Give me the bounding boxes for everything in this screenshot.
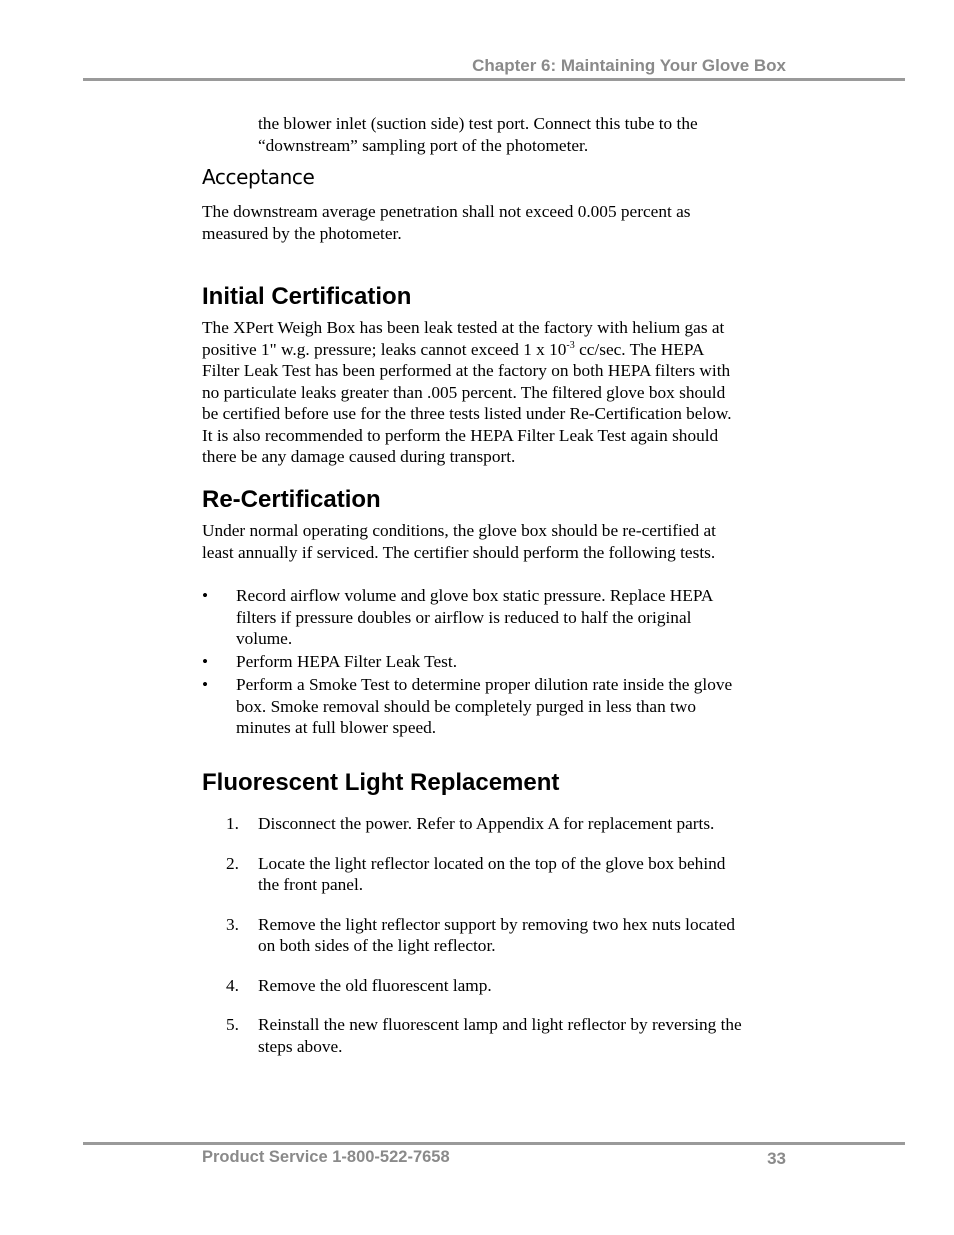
text-line: Reinstall the new fluorescent lamp and light reflector by reversing the [258, 1015, 742, 1034]
text-line: on both sides of the light reflector. [258, 936, 496, 955]
continuation-paragraph [258, 113, 798, 156]
text-line: there be any damage caused during transport. [202, 447, 516, 466]
text-line: Perform HEPA Filter Leak Test. [236, 652, 458, 671]
step-number: 1. [226, 814, 239, 833]
bullet-icon: • [202, 586, 209, 605]
re-certification-heading: Re-Certification [202, 486, 381, 513]
footer-rule [83, 1142, 905, 1145]
list-item [202, 651, 792, 673]
text-line: least annually if serviced. The certifier should perform the following tests. [202, 542, 716, 562]
text-line: measured by the photometer. [202, 223, 402, 243]
bullet-icon: • [202, 675, 209, 694]
list-item [202, 674, 792, 739]
text-line: Under normal operating conditions, the glove box should be re-certified at [202, 521, 716, 540]
text-line: minutes at full blower speed. [236, 718, 437, 737]
text-line: filters if pressure doubles or airflow is reduced to half the original [236, 607, 692, 627]
list-item [226, 1014, 796, 1057]
step-number: 4. [226, 975, 239, 995]
text-line: The downstream average penetration shall not exceed 0.005 percent as [202, 202, 691, 221]
text-line: positive 1" w.g. pressure; leaks cannot exceed 1 x $10^{-3}$ cc/sec. The HEPA [202, 339, 705, 359]
step-number: 3. [226, 914, 239, 934]
bullet-icon: • [202, 652, 209, 671]
text-line: be certified before use for the three tests listed under Re-Certification below. [202, 404, 732, 423]
text-line: Disconnect the power. Refer to Appendix A for replacement parts. [258, 814, 715, 833]
re-certification-paragraph [202, 520, 792, 563]
step-number: 2. [226, 853, 239, 873]
text-line: the front panel. [258, 875, 364, 894]
acceptance-paragraph [202, 201, 792, 244]
text-line: The XPert Weigh Box has been leak tested at the factory with helium gas at [202, 318, 725, 337]
text-line: It is also recommended to perform the HEPA Filter Leak Test again should [202, 425, 719, 445]
text-line: Remove the light reflector support by removing two hex nuts located [258, 914, 736, 934]
text-line: steps above. [258, 1036, 343, 1056]
step-number: 5. [226, 1015, 239, 1034]
footer-service-phone: Product Service 1-800-522-7658 [202, 1148, 450, 1166]
text-line: Record airflow volume and glove box static pressure. Replace HEPA [236, 586, 714, 605]
text-line: the blower inlet (suction side) test port. Connect this tube to the [258, 114, 698, 133]
text-line: Perform a Smoke Test to determine proper dilution rate inside the glove [236, 675, 733, 694]
superscript: -3 [566, 339, 575, 351]
replacement-steps-list [226, 813, 796, 1057]
page-number: 33 [767, 1149, 786, 1168]
acceptance-heading: Acceptance [202, 165, 315, 189]
text-line: no particulate leaks greater than .005 percent. The filtered glove box should [202, 382, 726, 402]
text-line: “downstream” sampling port of the photometer. [258, 135, 589, 155]
initial-certification-paragraph [202, 317, 792, 468]
list-item [226, 853, 796, 896]
chapter-header: Chapter 6: Maintaining Your Glove Box [472, 56, 786, 75]
header-rule [83, 78, 905, 81]
initial-certification-heading: Initial Certification [202, 283, 412, 310]
list-item [226, 914, 796, 957]
text-line: Locate the light reflector located on the top of the glove box behind [258, 853, 726, 873]
test-bullet-list [202, 585, 792, 740]
text-line: Remove the old fluorescent lamp. [258, 975, 492, 995]
list-item [226, 975, 796, 997]
list-item [226, 813, 796, 835]
text-line: volume. [236, 629, 293, 648]
fluorescent-heading: Fluorescent Light Replacement [202, 769, 560, 796]
text-line: Filter Leak Test has been performed at the factory on both HEPA filters with [202, 361, 731, 380]
list-item [202, 585, 792, 650]
text-line: box. Smoke removal should be completely purged in less than two [236, 696, 696, 716]
